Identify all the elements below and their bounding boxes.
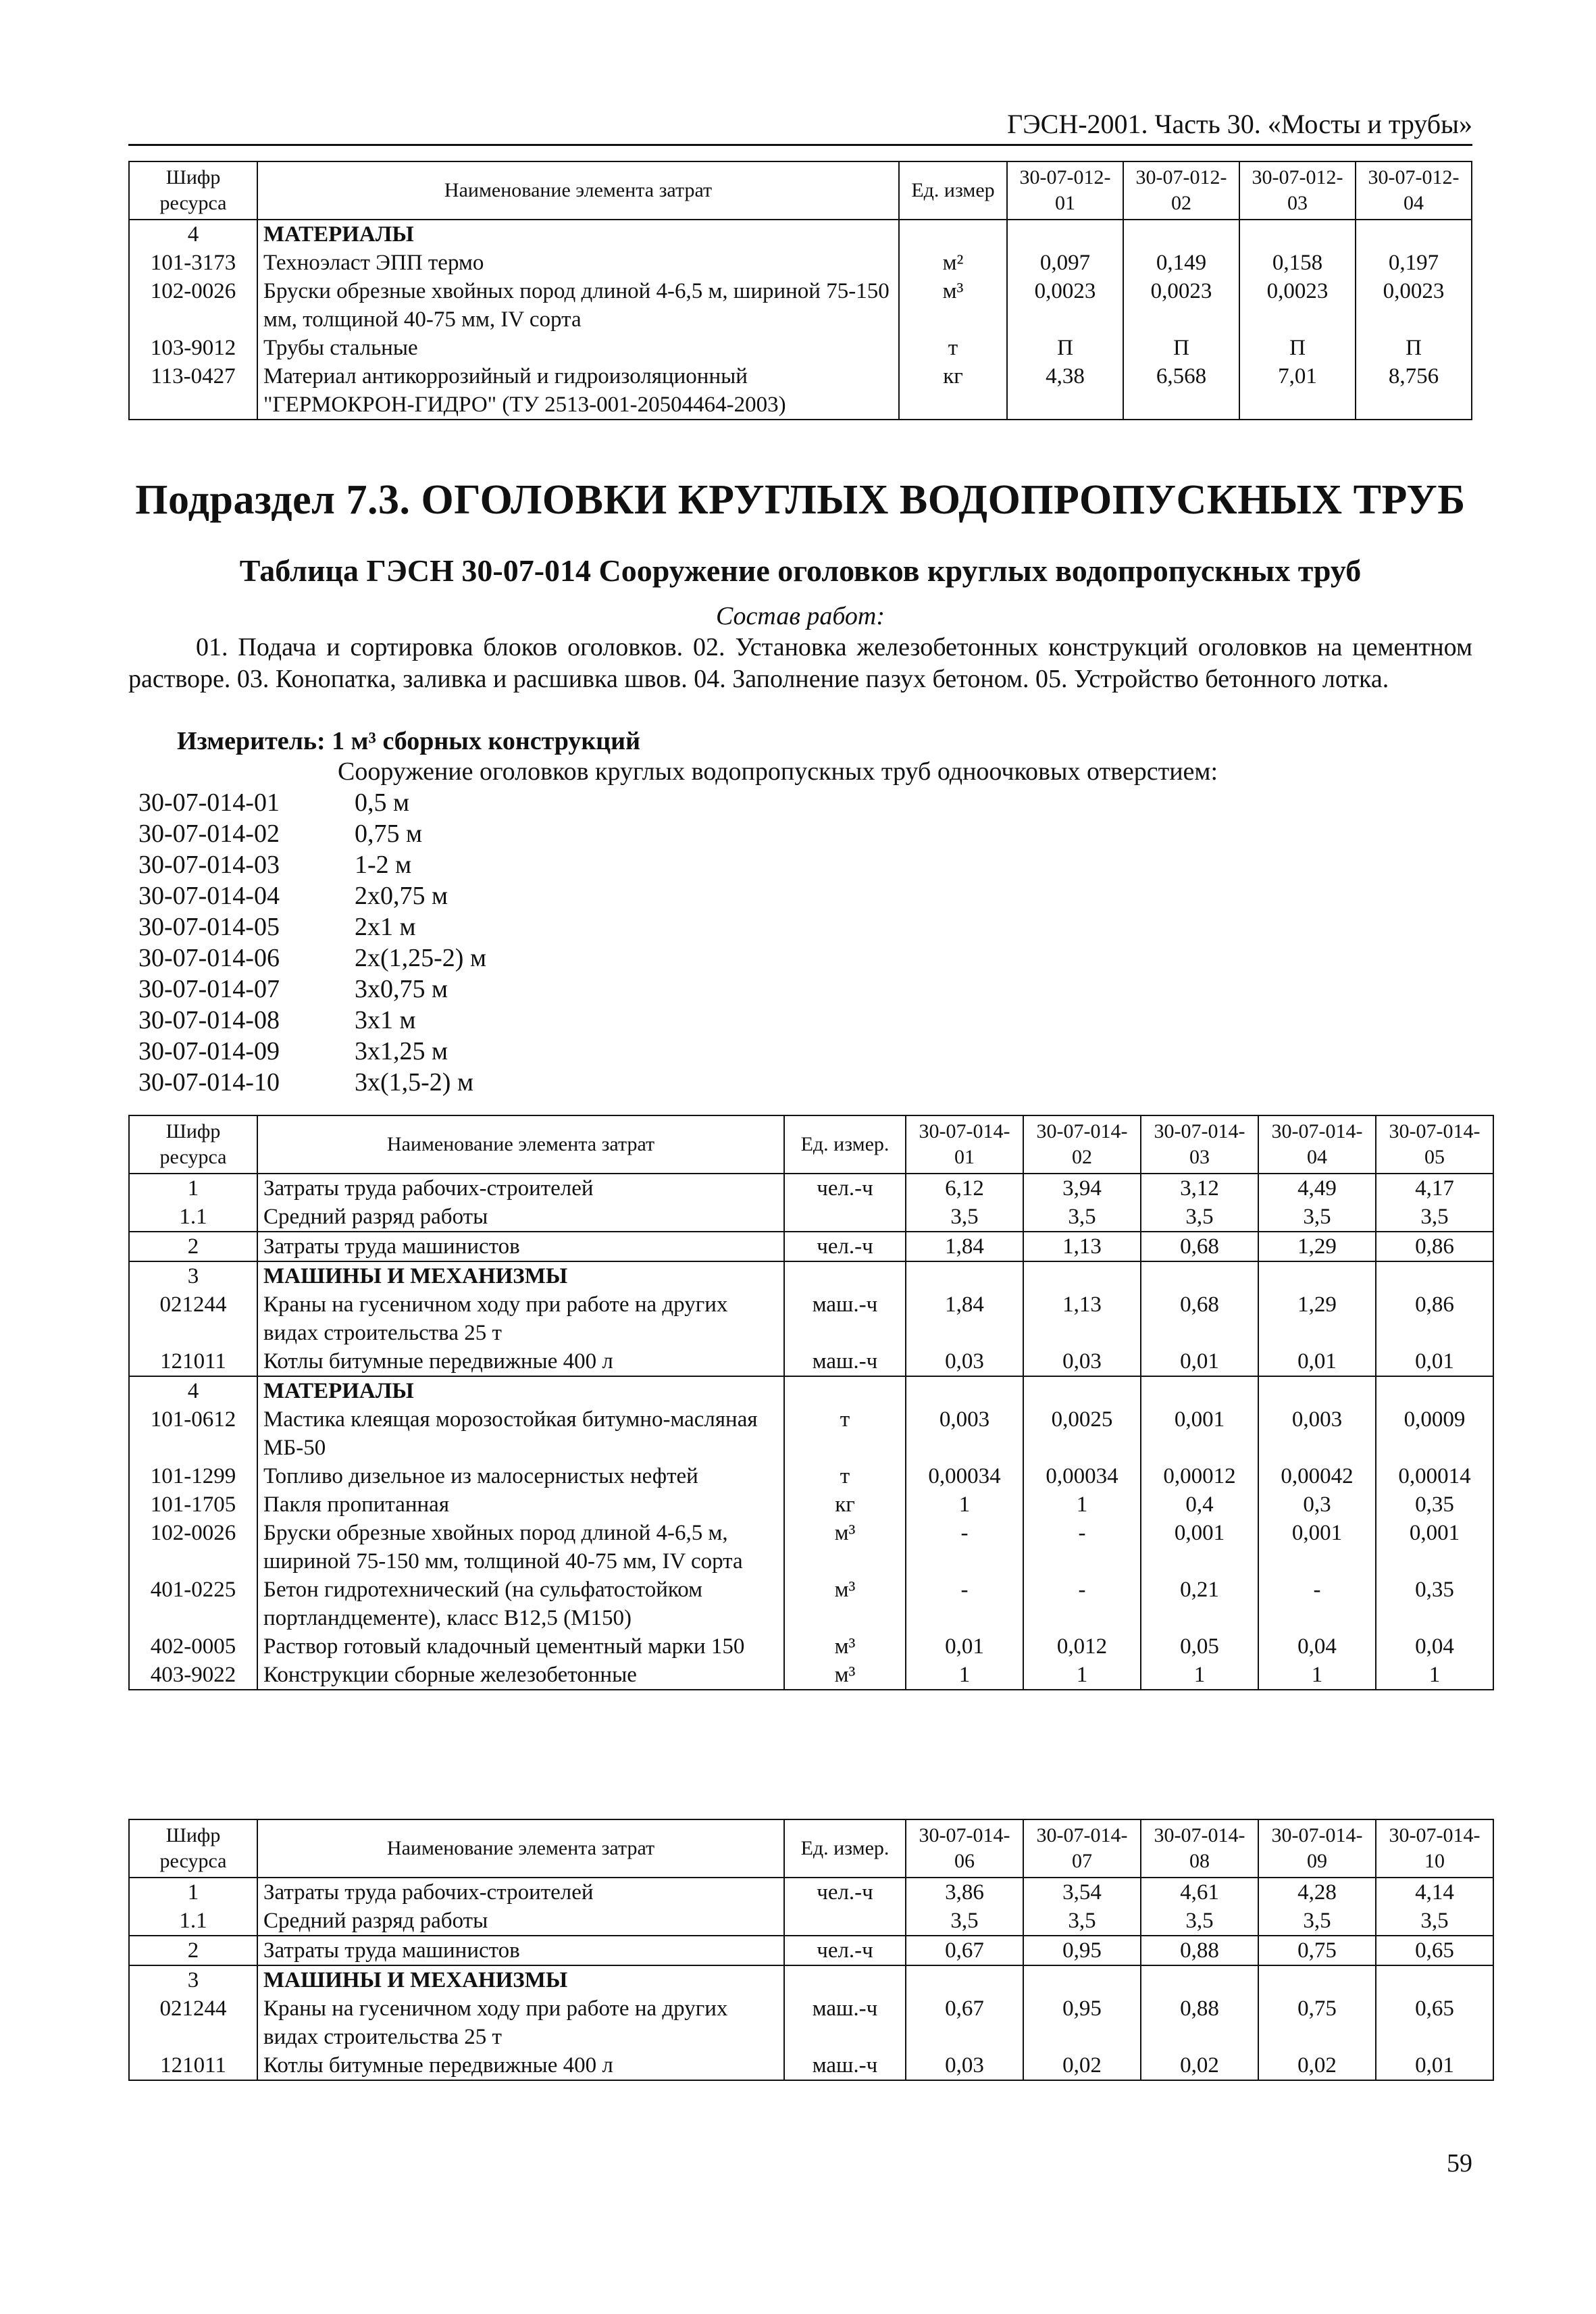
value-cell: - [1023,1576,1141,1632]
resource-code: 121011 [129,2051,257,2080]
value-cell: 3,94 [1023,1174,1141,1203]
unit: т [784,1405,906,1462]
unit: м³ [784,1519,906,1576]
value-cell: 0,3 [1258,1490,1376,1519]
table-row [129,1347,1493,1376]
value-cell: 0,003 [906,1405,1023,1462]
value-cell: 0,4 [1141,1490,1258,1519]
value-cell [1239,220,1356,249]
value-cell [906,1261,1023,1290]
header-cell: Шифр ресурса [129,161,257,220]
unit: т [899,334,1007,362]
header-cell: 30-07-014-04 [1258,1115,1376,1174]
table-row [129,1376,1493,1405]
table-row [129,249,1472,277]
rate-item [138,911,416,942]
value-cell: П [1239,334,1356,362]
rate-code: 30-07-014-10 [138,1068,280,1097]
value-cell: 3,5 [1023,1907,1141,1936]
value-cell: 0,03 [906,2051,1023,2080]
value-cell: 0,75 [1258,1994,1376,2051]
value-cell: 3,5 [1376,1203,1493,1232]
work-composition-text: 01. Подача и сортировка блоков оголовков. 02. Установка железобетонных конструкций оголовков на цементном растворе. 03. Конопатка, заливка и расшивка швов. 04. Заполнение пазух бетоном. 05. Устройство бетонного лотка. [128,633,1472,693]
table-row [129,1405,1493,1462]
resource-name: Техноэласт ЭПП термо [257,249,899,277]
rate-desc: 3х1 м [355,1006,416,1034]
resource-code: 102-0026 [129,1519,257,1576]
rates-heading: Сооружение оголовков круглых водопропускных труб одноочковых отверстием: [338,757,1218,786]
value-cell: 0,88 [1141,1936,1258,1965]
value-cell: - [906,1519,1023,1576]
resource-name: Мастика клеящая морозостойкая битумно-масляная МБ-50 [257,1405,784,1462]
resource-name: Топливо дизельное из малосернистых нефтей [257,1462,784,1490]
value-cell: 8,756 [1356,362,1472,420]
value-cell: 0,01 [1376,1347,1493,1376]
resource-code: 101-3173 [129,249,257,277]
resource-code: 021244 [129,1994,257,2051]
meter-line: Измеритель: 1 м³ сборных конструкций [177,727,640,755]
resource-name: Котлы битумные передвижные 400 л [257,1347,784,1376]
header-cell: 30-07-014-06 [906,1819,1023,1878]
value-cell: 3,5 [1141,1907,1258,1936]
value-cell: П [1123,334,1239,362]
value-cell: 0,0023 [1123,277,1239,334]
value-cell: 0,0023 [1239,277,1356,334]
value-cell [1123,220,1239,249]
resource-table-014-01-05 [128,1115,1494,1690]
rate-item [138,1005,416,1036]
resource-code: 3 [129,1261,257,1290]
resource-name: Затраты труда рабочих-строителей [257,1174,784,1203]
unit: маш.-ч [784,1994,906,2051]
value-cell: 0,67 [906,1936,1023,1965]
resource-name: Краны на гусеничном ходу при работе на других видах строительства 25 т [257,1290,784,1347]
value-cell: 1 [1023,1661,1141,1690]
value-cell: 0,01 [1258,1347,1376,1376]
header-cell: 30-07-014-03 [1141,1115,1258,1174]
value-cell: 0,88 [1141,1994,1258,2051]
resource-name: Средний разряд работы [257,1907,784,1936]
value-cell: 1 [1258,1661,1376,1690]
unit: чел.-ч [784,1174,906,1203]
value-cell: 0,03 [1023,1347,1141,1376]
unit: м³ [899,277,1007,334]
value-cell: 0,65 [1376,1994,1493,2051]
unit: т [784,1462,906,1490]
rate-item [138,787,409,818]
value-cell: 4,49 [1258,1174,1376,1203]
resource-name: Раствор готовый кладочный цементный марки 150 [257,1632,784,1661]
resource-name: Трубы стальные [257,334,899,362]
value-cell: 0,0023 [1007,277,1123,334]
value-cell [906,1376,1023,1405]
table-row [129,1994,1493,2051]
resource-code: 4 [129,1376,257,1405]
value-cell: 3,5 [906,1203,1023,1232]
resource-code: 2 [129,1232,257,1261]
value-cell [906,1965,1023,1994]
value-cell: 0,67 [906,1994,1023,2051]
resource-code: 401-0225 [129,1576,257,1632]
rate-desc: 3х0,75 м [355,975,448,1003]
value-cell [1376,1965,1493,1994]
unit: чел.-ч [784,1232,906,1261]
resource-code: 103-9012 [129,334,257,362]
table-row [129,1203,1493,1232]
resource-code: 021244 [129,1290,257,1347]
unit: чел.-ч [784,1936,906,1965]
table-row [129,362,1472,420]
header-cell: Шифр ресурса [129,1115,257,1174]
rate-desc: 3х(1,5-2) м [355,1068,474,1097]
value-cell: 0,05 [1141,1632,1258,1661]
resource-code: 101-0612 [129,1405,257,1462]
value-cell [1141,1261,1258,1290]
rate-code: 30-07-014-08 [138,1006,280,1034]
value-cell [1376,1261,1493,1290]
value-cell: 0,68 [1141,1232,1258,1261]
unit: кг [899,362,1007,420]
rate-desc: 0,75 м [355,820,423,848]
value-cell: 0,95 [1023,1994,1141,2051]
value-cell: 0,00014 [1376,1462,1493,1490]
value-cell [1007,220,1123,249]
value-cell: 0,00012 [1141,1462,1258,1490]
unit: маш.-ч [784,1290,906,1347]
resource-code: 1.1 [129,1203,257,1232]
value-cell: 0,35 [1376,1490,1493,1519]
value-cell: 1,29 [1258,1232,1376,1261]
subsection-title: Подраздел 7.3. ОГОЛОВКИ КРУГЛЫХ ВОДОПРОПУСКНЫХ ТРУБ [135,477,1466,523]
rate-code: 30-07-014-02 [138,820,280,848]
value-cell: 0,75 [1258,1936,1376,1965]
table-row [129,1632,1493,1661]
rate-code: 30-07-014-07 [138,975,280,1003]
table-header-row [129,161,1472,220]
value-cell [1141,1965,1258,1994]
resource-code: 121011 [129,1347,257,1376]
unit [784,1376,906,1405]
table-row [129,1661,1493,1690]
resource-name: Затраты труда машинистов [257,1936,784,1965]
resource-code: 101-1299 [129,1462,257,1490]
header-cell: 30-07-014-07 [1023,1819,1141,1878]
header-cell: 30-07-014-10 [1376,1819,1493,1878]
work-composition-heading: Состав работ: [715,602,885,630]
rate-desc: 1-2 м [355,851,412,879]
table-row [129,1261,1493,1290]
header-cell: 30-07-014-02 [1023,1115,1141,1174]
rate-code: 30-07-014-04 [138,882,280,910]
value-cell: 0,001 [1141,1519,1258,1576]
value-cell: 0,197 [1356,249,1472,277]
resource-name: МАШИНЫ И МЕХАНИЗМЫ [257,1965,784,1994]
value-cell: 0,149 [1123,249,1239,277]
header-cell: Ед. измер. [784,1819,906,1878]
unit: маш.-ч [784,1347,906,1376]
value-cell: 4,17 [1376,1174,1493,1203]
unit [784,1203,906,1232]
value-cell: 0,0009 [1376,1405,1493,1462]
value-cell: 3,5 [1258,1907,1376,1936]
table-header-row [129,1819,1493,1878]
value-cell: 4,38 [1007,362,1123,420]
resource-name: Затраты труда машинистов [257,1232,784,1261]
value-cell [1258,1261,1376,1290]
value-cell: 1,13 [1023,1232,1141,1261]
resource-name: Котлы битумные передвижные 400 л [257,2051,784,2080]
rate-desc: 2х1 м [355,913,416,941]
value-cell: 0,0025 [1023,1405,1141,1462]
value-cell: 1 [1141,1661,1258,1690]
value-cell [1023,1376,1141,1405]
unit [784,1907,906,1936]
value-cell: 0,02 [1023,2051,1141,2080]
value-cell: 3,54 [1023,1878,1141,1907]
page-number: 59 [1447,2149,1472,2178]
value-cell: 0,04 [1258,1632,1376,1661]
value-cell: 0,65 [1376,1936,1493,1965]
value-cell: 0,001 [1141,1405,1258,1462]
header-cell: 30-07-012-03 [1239,161,1356,220]
value-cell: 3,5 [1141,1203,1258,1232]
value-cell: 1 [1376,1661,1493,1690]
resource-name: Материал антикоррозийный и гидроизоляционный "ГЕРМОКРОН-ГИДРО" (ТУ 2513-001-20504464-2003) [257,362,899,420]
value-cell: 0,003 [1258,1405,1376,1462]
table-row [129,1290,1493,1347]
value-cell: 1 [906,1490,1023,1519]
table-title: Таблица ГЭСН 30-07-014 Сооружение оголовков круглых водопропускных труб [239,553,1362,588]
resource-name: Затраты труда рабочих-строителей [257,1878,784,1907]
value-cell: 0,01 [906,1632,1023,1661]
unit: м² [899,249,1007,277]
value-cell: 3,86 [906,1878,1023,1907]
resource-code: 3 [129,1965,257,1994]
resource-code: 4 [129,220,257,249]
value-cell: 0,02 [1258,2051,1376,2080]
value-cell: 0,001 [1258,1519,1376,1576]
value-cell [1258,1965,1376,1994]
unit [784,1261,906,1290]
value-cell: 0,00034 [906,1462,1023,1490]
header-cell: Ед. измер. [784,1115,906,1174]
unit: маш.-ч [784,2051,906,2080]
running-header: ГЭСН-2001. Часть 30. «Мосты и трубы» [128,108,1472,146]
value-cell: 6,568 [1123,362,1239,420]
resource-code: 1.1 [129,1907,257,1936]
value-cell: 0,35 [1376,1576,1493,1632]
resource-name: Бруски обрезные хвойных пород длиной 4-6,5 м, шириной 75-150 мм, толщиной 40-75 мм, IV сорта [257,277,899,334]
rate-item [138,818,422,849]
resource-code: 102-0026 [129,277,257,334]
resource-code: 101-1705 [129,1490,257,1519]
rate-code: 30-07-014-03 [138,851,280,879]
rate-item [138,942,486,974]
table-row [129,1878,1493,1907]
resource-code: 402-0005 [129,1632,257,1661]
header-cell: 30-07-014-08 [1141,1819,1258,1878]
unit: м³ [784,1576,906,1632]
header-cell: 30-07-014-05 [1376,1115,1493,1174]
rate-desc: 0,5 м [355,788,410,817]
header-cell: 30-07-012-04 [1356,161,1472,220]
resource-code: 1 [129,1174,257,1203]
value-cell: 0,02 [1141,2051,1258,2080]
value-cell: 0,001 [1376,1519,1493,1576]
table-row [129,1907,1493,1936]
unit: кг [784,1490,906,1519]
table-row [129,1490,1493,1519]
value-cell: 0,04 [1376,1632,1493,1661]
header-cell: Наименование элемента затрат [257,161,899,220]
resource-name: МАТЕРИАЛЫ [257,220,899,249]
value-cell: 3,5 [1376,1907,1493,1936]
value-cell: 0,158 [1239,249,1356,277]
unit: чел.-ч [784,1878,906,1907]
value-cell: 0,01 [1376,2051,1493,2080]
value-cell: 0,00034 [1023,1462,1141,1490]
resource-name: Средний разряд работы [257,1203,784,1232]
resource-code: 113-0427 [129,362,257,420]
rate-item [138,1036,448,1067]
resource-code: 1 [129,1878,257,1907]
value-cell: 1 [906,1661,1023,1690]
header-cell: 30-07-012-02 [1123,161,1239,220]
value-cell: П [1356,334,1472,362]
table-row [129,1462,1493,1490]
value-cell: 4,28 [1258,1878,1376,1907]
value-cell: 4,14 [1376,1878,1493,1907]
value-cell: 0,86 [1376,1290,1493,1347]
resource-name: МАШИНЫ И МЕХАНИЗМЫ [257,1261,784,1290]
resource-name: Краны на гусеничном ходу при работе на других видах строительства 25 т [257,1994,784,2051]
value-cell: 1,84 [906,1290,1023,1347]
table-header-row [129,1115,1493,1174]
value-cell: 4,61 [1141,1878,1258,1907]
value-cell: П [1007,334,1123,362]
value-cell [1023,1261,1141,1290]
header-cell: 30-07-012-01 [1007,161,1123,220]
value-cell: 0,03 [906,1347,1023,1376]
value-cell: 6,12 [906,1174,1023,1203]
table-row [129,334,1472,362]
value-cell: 3,5 [906,1907,1023,1936]
header-cell: Наименование элемента затрат [257,1115,784,1174]
value-cell: 0,0023 [1356,277,1472,334]
rate-item [138,849,411,880]
resource-code: 403-9022 [129,1661,257,1690]
value-cell: 1 [1023,1490,1141,1519]
rate-item [138,974,448,1005]
table-row [129,277,1472,334]
resource-table-014-06-10 [128,1819,1494,2081]
table-row [129,1232,1493,1261]
value-cell [1141,1376,1258,1405]
rate-desc: 2х(1,25-2) м [355,944,487,972]
rate-code: 30-07-014-09 [138,1037,280,1065]
value-cell: 0,012 [1023,1632,1141,1661]
table-row [129,1519,1493,1576]
value-cell: 0,86 [1376,1232,1493,1261]
value-cell: 7,01 [1239,362,1356,420]
resource-code: 2 [129,1936,257,1965]
value-cell: 1,84 [906,1232,1023,1261]
value-cell: 0,00042 [1258,1462,1376,1490]
table-row [129,1936,1493,1965]
value-cell: 0,68 [1141,1290,1258,1347]
rate-desc: 2х0,75 м [355,882,448,910]
rate-desc: 3х1,25 м [355,1037,448,1065]
value-cell: - [906,1576,1023,1632]
value-cell: - [1258,1576,1376,1632]
header-cell: Шифр ресурса [129,1819,257,1878]
table-row [129,2051,1493,2080]
value-cell: 0,21 [1141,1576,1258,1632]
value-cell: 3,5 [1023,1203,1141,1232]
header-cell: 30-07-014-09 [1258,1819,1376,1878]
resource-name: Бруски обрезные хвойных пород длиной 4-6,5 м, шириной 75-150 мм, толщиной 40-75 мм, IV сорта [257,1519,784,1576]
value-cell [1023,1965,1141,1994]
header-cell: 30-07-014-01 [906,1115,1023,1174]
value-cell: 0,097 [1007,249,1123,277]
value-cell: 3,5 [1258,1203,1376,1232]
rate-code: 30-07-014-01 [138,788,280,817]
value-cell: 3,12 [1141,1174,1258,1203]
resource-name: Конструкции сборные железобетонные [257,1661,784,1690]
unit [784,1965,906,1994]
value-cell [1356,220,1472,249]
table-row [129,1174,1493,1203]
resource-table-012 [128,161,1472,420]
value-cell: 1,29 [1258,1290,1376,1347]
resource-name: МАТЕРИАЛЫ [257,1376,784,1405]
value-cell [1376,1376,1493,1405]
header-cell: Ед. измер [899,161,1007,220]
rate-item [138,880,448,911]
rate-code: 30-07-014-05 [138,913,280,941]
header-cell: Наименование элемента затрат [257,1819,784,1878]
resource-name: Пакля пропитанная [257,1490,784,1519]
table-row [129,1576,1493,1632]
value-cell: 0,01 [1141,1347,1258,1376]
unit [899,220,1007,249]
unit: м³ [784,1632,906,1661]
value-cell [1258,1376,1376,1405]
value-cell: - [1023,1519,1141,1576]
rate-item [138,1067,473,1098]
table-row [129,220,1472,249]
unit: м³ [784,1661,906,1690]
resource-name: Бетон гидротехнический (на сульфатостойком портландцементе), класс В12,5 (М150) [257,1576,784,1632]
rate-code: 30-07-014-06 [138,944,280,972]
value-cell: 0,95 [1023,1936,1141,1965]
value-cell: 1,13 [1023,1290,1141,1347]
table-row [129,1965,1493,1994]
